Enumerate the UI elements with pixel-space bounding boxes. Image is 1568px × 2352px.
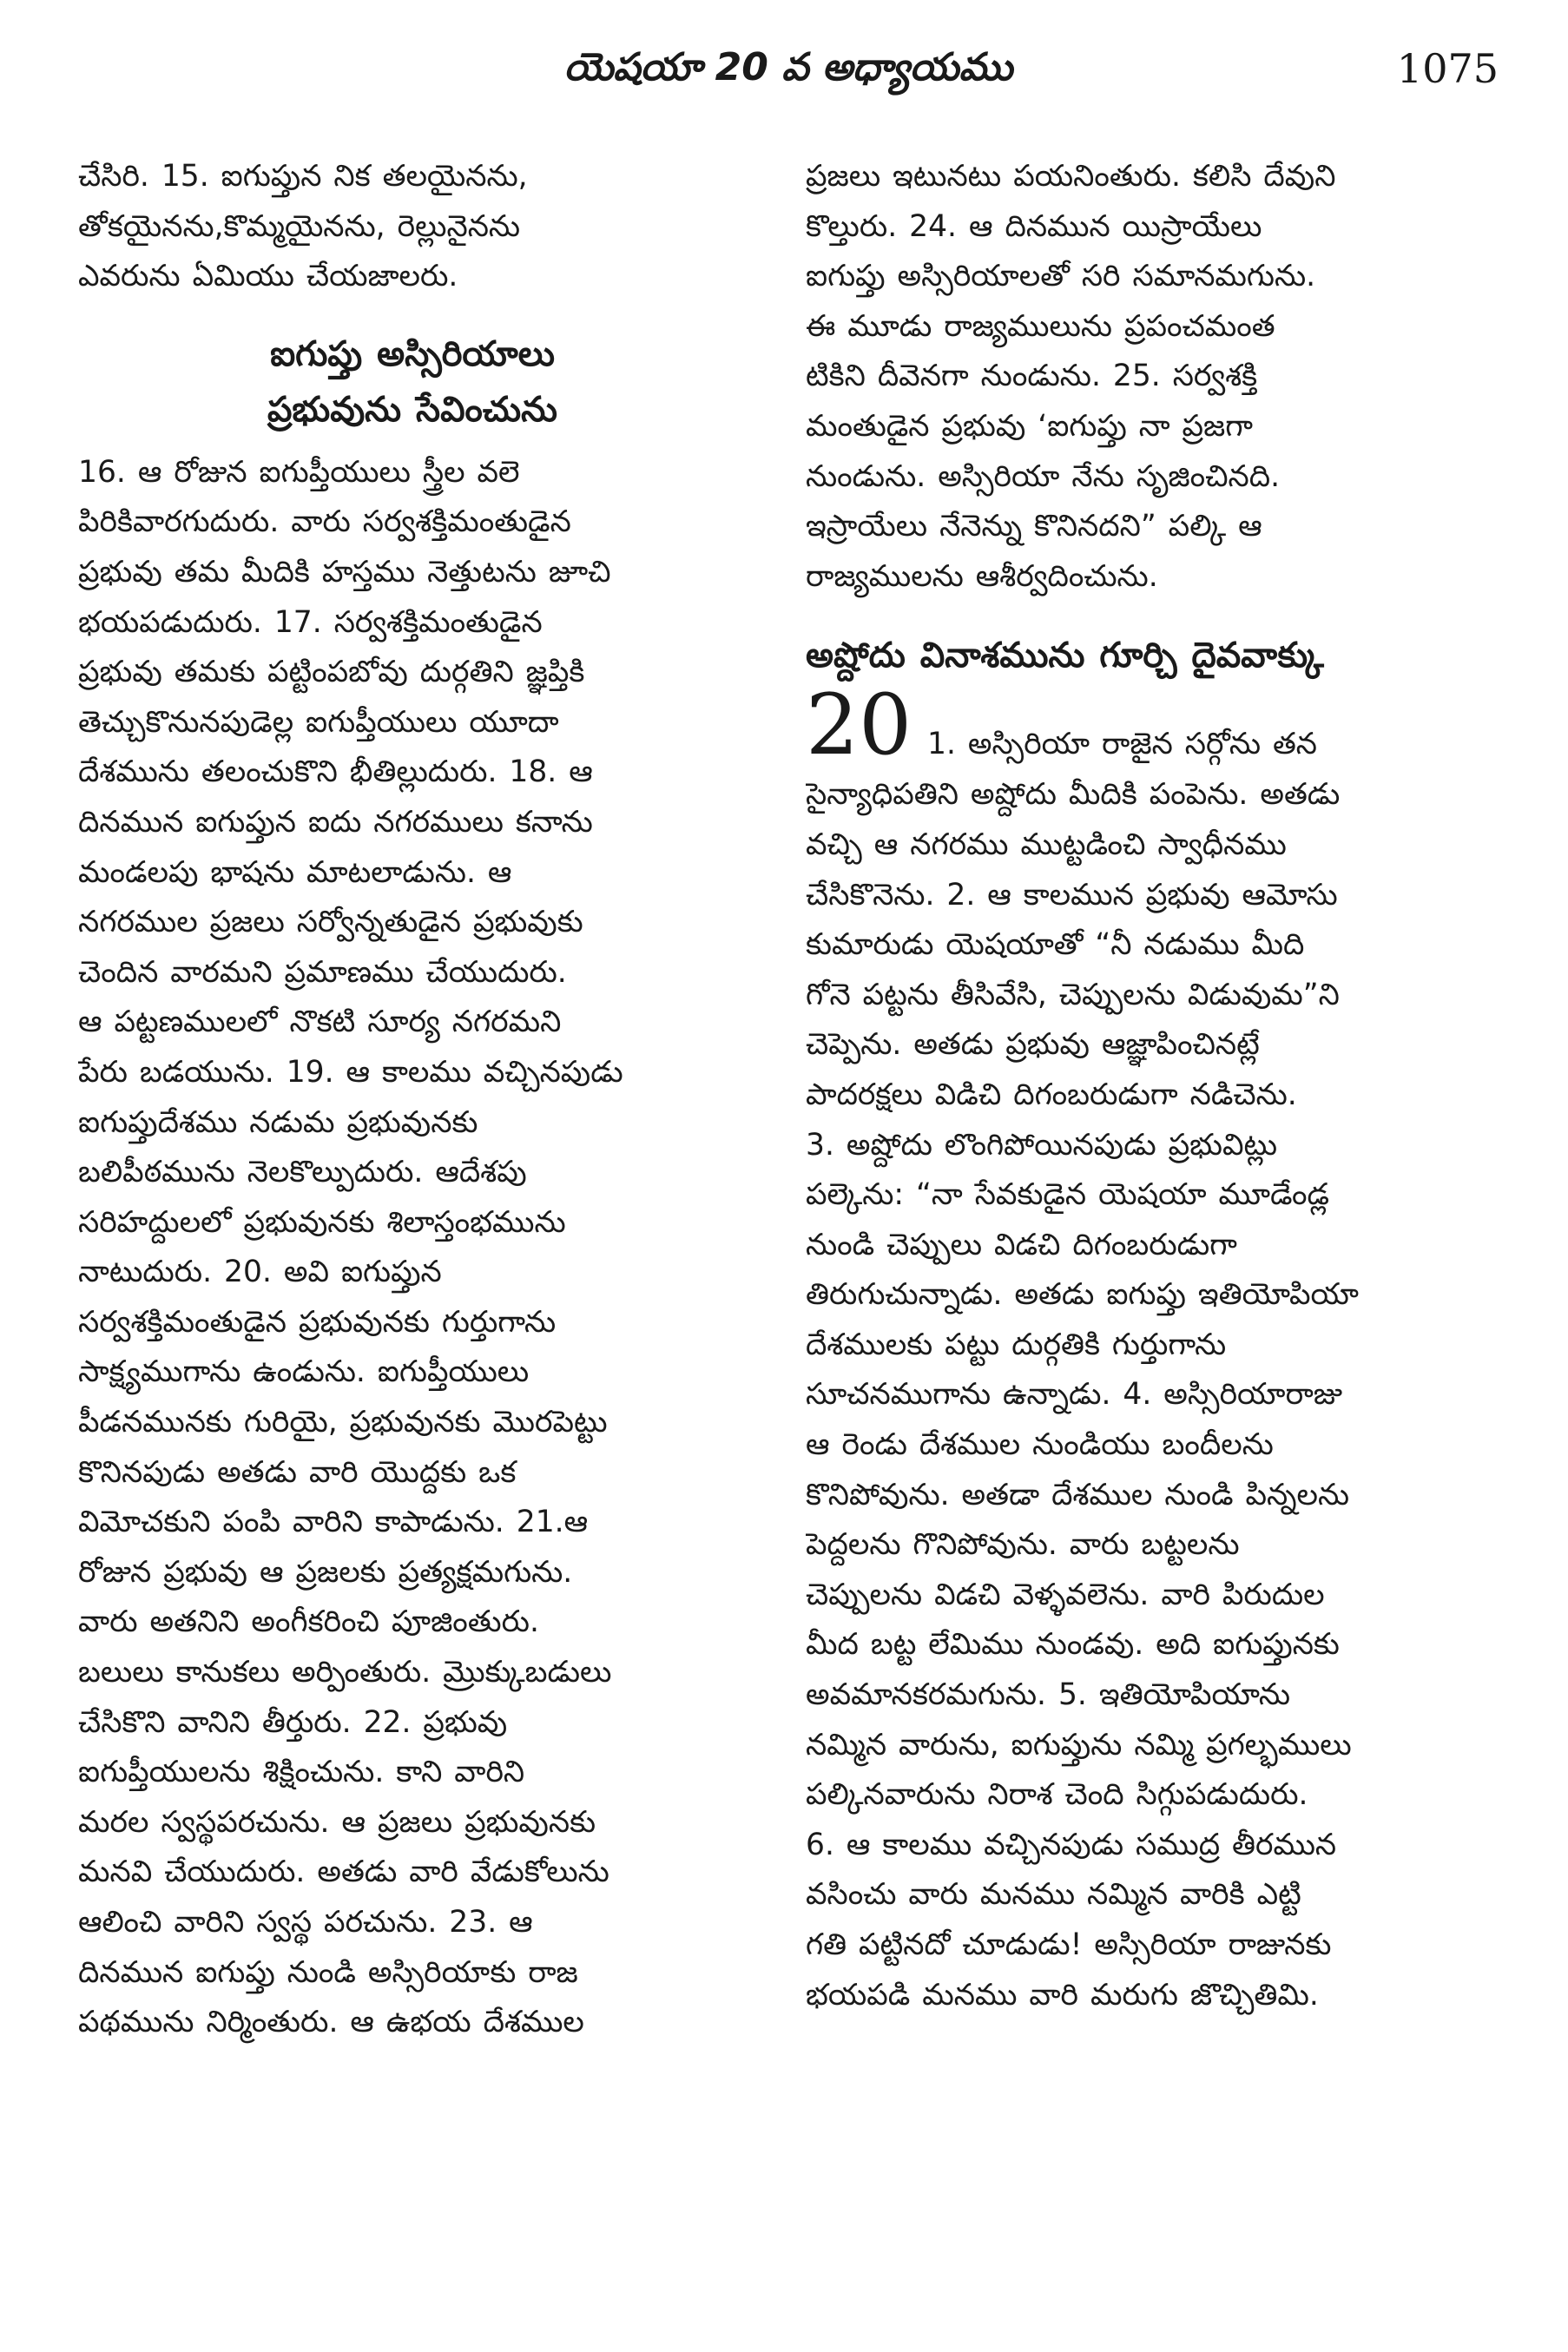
- text-line: చెప్పెను. అతడు ప్రభువు ఆజ్ఞాపించినట్లే: [806, 1027, 1260, 1063]
- text-line: టికిని దీవెనగా నుండును. 25. సర్వశక్తి: [806, 359, 1258, 394]
- text-line: నగరముల ప్రజలు సర్వోన్నతుడైన ప్రభువుకు: [78, 905, 583, 940]
- text-line: పాదరక్షలు విడిచి దిగంబరుడుగా నడిచెను.: [806, 1077, 1297, 1112]
- text-line: కొల్తురు. 24. ఆ దినమున యిస్రాయేలు: [806, 208, 1262, 244]
- text-line: ప్రజలు ఇటునటు పయనింతురు. కలిసి దేవుని: [806, 159, 1336, 194]
- text-line: భయపడి మనము వారి మరుగు జొచ్చితిమి.: [806, 1977, 1319, 2013]
- text-line: 16. ఆ రోజున ఐగుప్తీయులు స్త్రీల వలె: [78, 454, 520, 490]
- text-line: విమోచకుని పంపి వారిని కాపాడును. 21.ఆ: [78, 1505, 589, 1540]
- text-line: దినమున ఐగుప్తున ఐదు నగరములు కనాను: [78, 804, 593, 840]
- left-intro-paragraph: [78, 152, 747, 302]
- text-line: దినమున ఐగుప్తు నుండి అస్సిరియాకు రాజ: [78, 1954, 578, 1990]
- text-line: తిరుగుచున్నాడు. అతడు ఐగుప్తు ఇతియోపియా: [806, 1277, 1359, 1313]
- running-title: యెషయా 20 వ అధ్యాయము: [563, 45, 1013, 89]
- text-line: ఐగుప్తీయులను శిక్షించును. కాని వారిని: [78, 1755, 525, 1790]
- text-line: కొనిపోవును. అతడా దేశముల నుండి పిన్నలను: [806, 1477, 1350, 1512]
- text-line: గతి పట్టినదో చూడుడు! అస్సిరియా రాజునకు: [806, 1927, 1332, 1962]
- text-line: గోనె పట్టను తీసివేసి, చెప్పులను విడువుమ”ని: [806, 977, 1340, 1012]
- text-line: పెద్దలను గొనిపోవును. వారు బట్టలను: [806, 1527, 1240, 1563]
- text-line: వారు అతనిని అంగీకరించి పూజింతురు.: [78, 1604, 539, 1640]
- text-line: ప్రభువు తమకు పట్టింపబోవు దుర్గతిని జ్ఞప్తికి: [78, 655, 585, 690]
- text-line: మనవి చేయుదురు. అతడు వారి వేడుకోలును: [78, 1855, 609, 1890]
- text-line: పథమును నిర్మింతురు. ఆ ఉభయ దేశముల: [78, 2005, 584, 2040]
- text-line: ఐగుప్తు అస్సిరియాలతో సరి సమానమగును.: [806, 259, 1316, 294]
- text-line: మరల స్వస్థపరచును. ఆ ప్రజలు ప్రభువునకు: [78, 1804, 596, 1840]
- left-body-paragraph: [78, 448, 747, 2048]
- text-line: చేసికొని వానిని తీర్తురు. 22. ప్రభువు: [78, 1704, 508, 1740]
- page-header: [78, 33, 1499, 111]
- chapter-start: [806, 676, 1479, 774]
- text-line: ఆ రెండు దేశముల నుండియు బందీలను: [806, 1427, 1274, 1463]
- text-line: చేసికొనెను. 2. ఆ కాలమున ప్రభువు ఆమోసు: [806, 877, 1338, 912]
- text-line: భయపడుదురు. 17. సర్వశక్తిమంతుడైన: [78, 604, 543, 640]
- text-line: బలిపీఠమును నెలకొల్పుదురు. ఆదేశపు: [78, 1155, 527, 1190]
- text-line: రోజున ప్రభువు ఆ ప్రజలకు ప్రత్యక్షమగును.: [78, 1554, 573, 1590]
- text-line: మీద బట్ట లేమిము నుండవు. అది ఐగుప్తునకు: [806, 1627, 1340, 1663]
- text-line: ప్రభువు తమ మీదికి హస్తము నెత్తుటను జూచి: [78, 554, 611, 590]
- text-line: ఎవరును ఏమియు చేయజాలరు.: [78, 259, 458, 294]
- text-line: పల్కినవారును నిరాశ చెంది సిగ్గుపడుదురు.: [806, 1777, 1308, 1813]
- right-body-paragraph: [806, 770, 1479, 2020]
- text-line: ఆలించి వారిని స్వస్థ పరచును. 23. ఆ: [78, 1905, 533, 1940]
- text-line: నాటుదురు. 20. అవి ఐగుప్తున: [78, 1255, 442, 1290]
- heading-line: ప్రభువును సేవించును: [267, 389, 557, 430]
- text-line: చెప్పులను విడచి వెళ్ళవలెను. వారి పిరుదుల: [806, 1577, 1325, 1612]
- heading-line: ఐగుప్తు అస్సిరియాలు: [270, 333, 555, 374]
- text-line: దేశమును తలంచుకొని భీతిల్లుదురు. 18. ఆ: [78, 754, 593, 790]
- text-line: రాజ్యములను ఆశీర్వదించును.: [806, 558, 1158, 594]
- text-line: తోకయైనను,కొమ్మయైనను, రెల్లునైనను: [78, 208, 521, 244]
- text-line: వసించు వారు మనము నమ్మిన వారికి ఎట్టి: [806, 1877, 1301, 1913]
- text-line: సైన్యాధిపతిని అష్దోదు మీదికి పంపెను. అతడు: [806, 777, 1341, 813]
- text-line: పేరు బడయును. 19. ఆ కాలము వచ్చినపుడు: [78, 1054, 623, 1090]
- text-line: సరిహద్దులలో ప్రభువునకు శిలాస్తంభమును: [78, 1204, 566, 1240]
- text-line: సాక్ష్యముగాను ఉండును. ఐగుప్తీయులు: [78, 1354, 530, 1390]
- page-number: 1075: [1396, 45, 1499, 92]
- section-heading-right: అష్దోదు వినాశమును గూర్చి దైవవాక్కు: [806, 636, 1324, 676]
- chapter-number: 20: [806, 676, 912, 774]
- text-line: పల్కెను: “నా సేవకుడైన యెషయా మూడేండ్ల: [806, 1177, 1330, 1213]
- text-line: పీడనమునకు గురియై, ప్రభువునకు మొరపెట్టు: [78, 1405, 608, 1440]
- text-line: 6. ఆ కాలము వచ్చినపుడు సముద్ర తీరమున: [806, 1827, 1337, 1862]
- section-heading-left: [78, 326, 747, 438]
- text-line: మంతుడైన ప్రభువు ‘ఐగుప్తు నా ప్రజగా: [806, 408, 1254, 444]
- text-line: నమ్మిన వారును, ఐగుప్తును నమ్మి ప్రగల్భములు: [806, 1727, 1352, 1762]
- right-intro-paragraph: [806, 152, 1479, 602]
- text-line: ఆ పట్టణములలో నొకటి సూర్య నగరమని: [78, 1005, 562, 1040]
- text-line: సూచనముగాను ఉన్నాడు. 4. అస్సిరియారాజు: [806, 1377, 1343, 1413]
- text-line: చెందిన వారమని ప్రమాణము చేయుదురు.: [78, 954, 567, 990]
- text-line: వచ్చి ఆ నగరము ముట్టడించి స్వాధీనము: [806, 827, 1287, 862]
- text-line: మండలపు భాషను మాటలాడును. ఆ: [78, 854, 512, 890]
- text-line: ఐగుప్తుదేశము నడుమ ప్రభువునకు: [78, 1104, 478, 1140]
- text-line: చేసిరి. 15. ఐగుప్తున నిక తలయైనను,: [78, 159, 528, 194]
- text-line: నుండును. అస్సిరియా నేను సృజించినది.: [806, 458, 1281, 494]
- text-line: 3. అష్దోదు లొంగిపోయినపుడు ప్రభువిట్లు: [806, 1127, 1278, 1163]
- text-line: పిరికివారగుదురు. వారు సర్వశక్తిమంతుడైన: [78, 504, 571, 540]
- text-line: నుండి చెప్పులు విడచి దిగంబరుడుగా: [806, 1227, 1237, 1262]
- text-line: ఇస్రాయేలు నేనెన్ను కొనినదని” పల్కి ఆ: [806, 509, 1262, 544]
- text-line: కుమారుడు యెషయాతో “నీ నడుము మీది: [806, 927, 1305, 963]
- text-line: అవమానకరమగును. 5. ఇతియోపియాను: [806, 1677, 1291, 1713]
- text-line: కొనినపుడు అతడు వారి యొద్దకు ఒక: [78, 1454, 517, 1490]
- text-line: ఈ మూడు రాజ్యములును ప్రపంచమంత: [806, 308, 1275, 344]
- right-column: [806, 152, 1479, 2020]
- text-line: సర్వశక్తిమంతుడైన ప్రభువునకు గుర్తుగాను: [78, 1304, 557, 1340]
- text-line: తెచ్చుకొనునపుడెల్ల ఐగుప్తీయులు యూదా: [78, 704, 559, 740]
- left-column: [78, 152, 747, 2048]
- text-line: బలులు కానుకలు అర్పింతురు. మ్రొక్కుబడులు: [78, 1655, 612, 1690]
- chapter-first-line: 1. అస్సిరియా రాజైన సర్గోను తన: [927, 727, 1318, 762]
- text-line: దేశములకు పట్టు దుర్గతికి గుర్తుగాను: [806, 1327, 1227, 1362]
